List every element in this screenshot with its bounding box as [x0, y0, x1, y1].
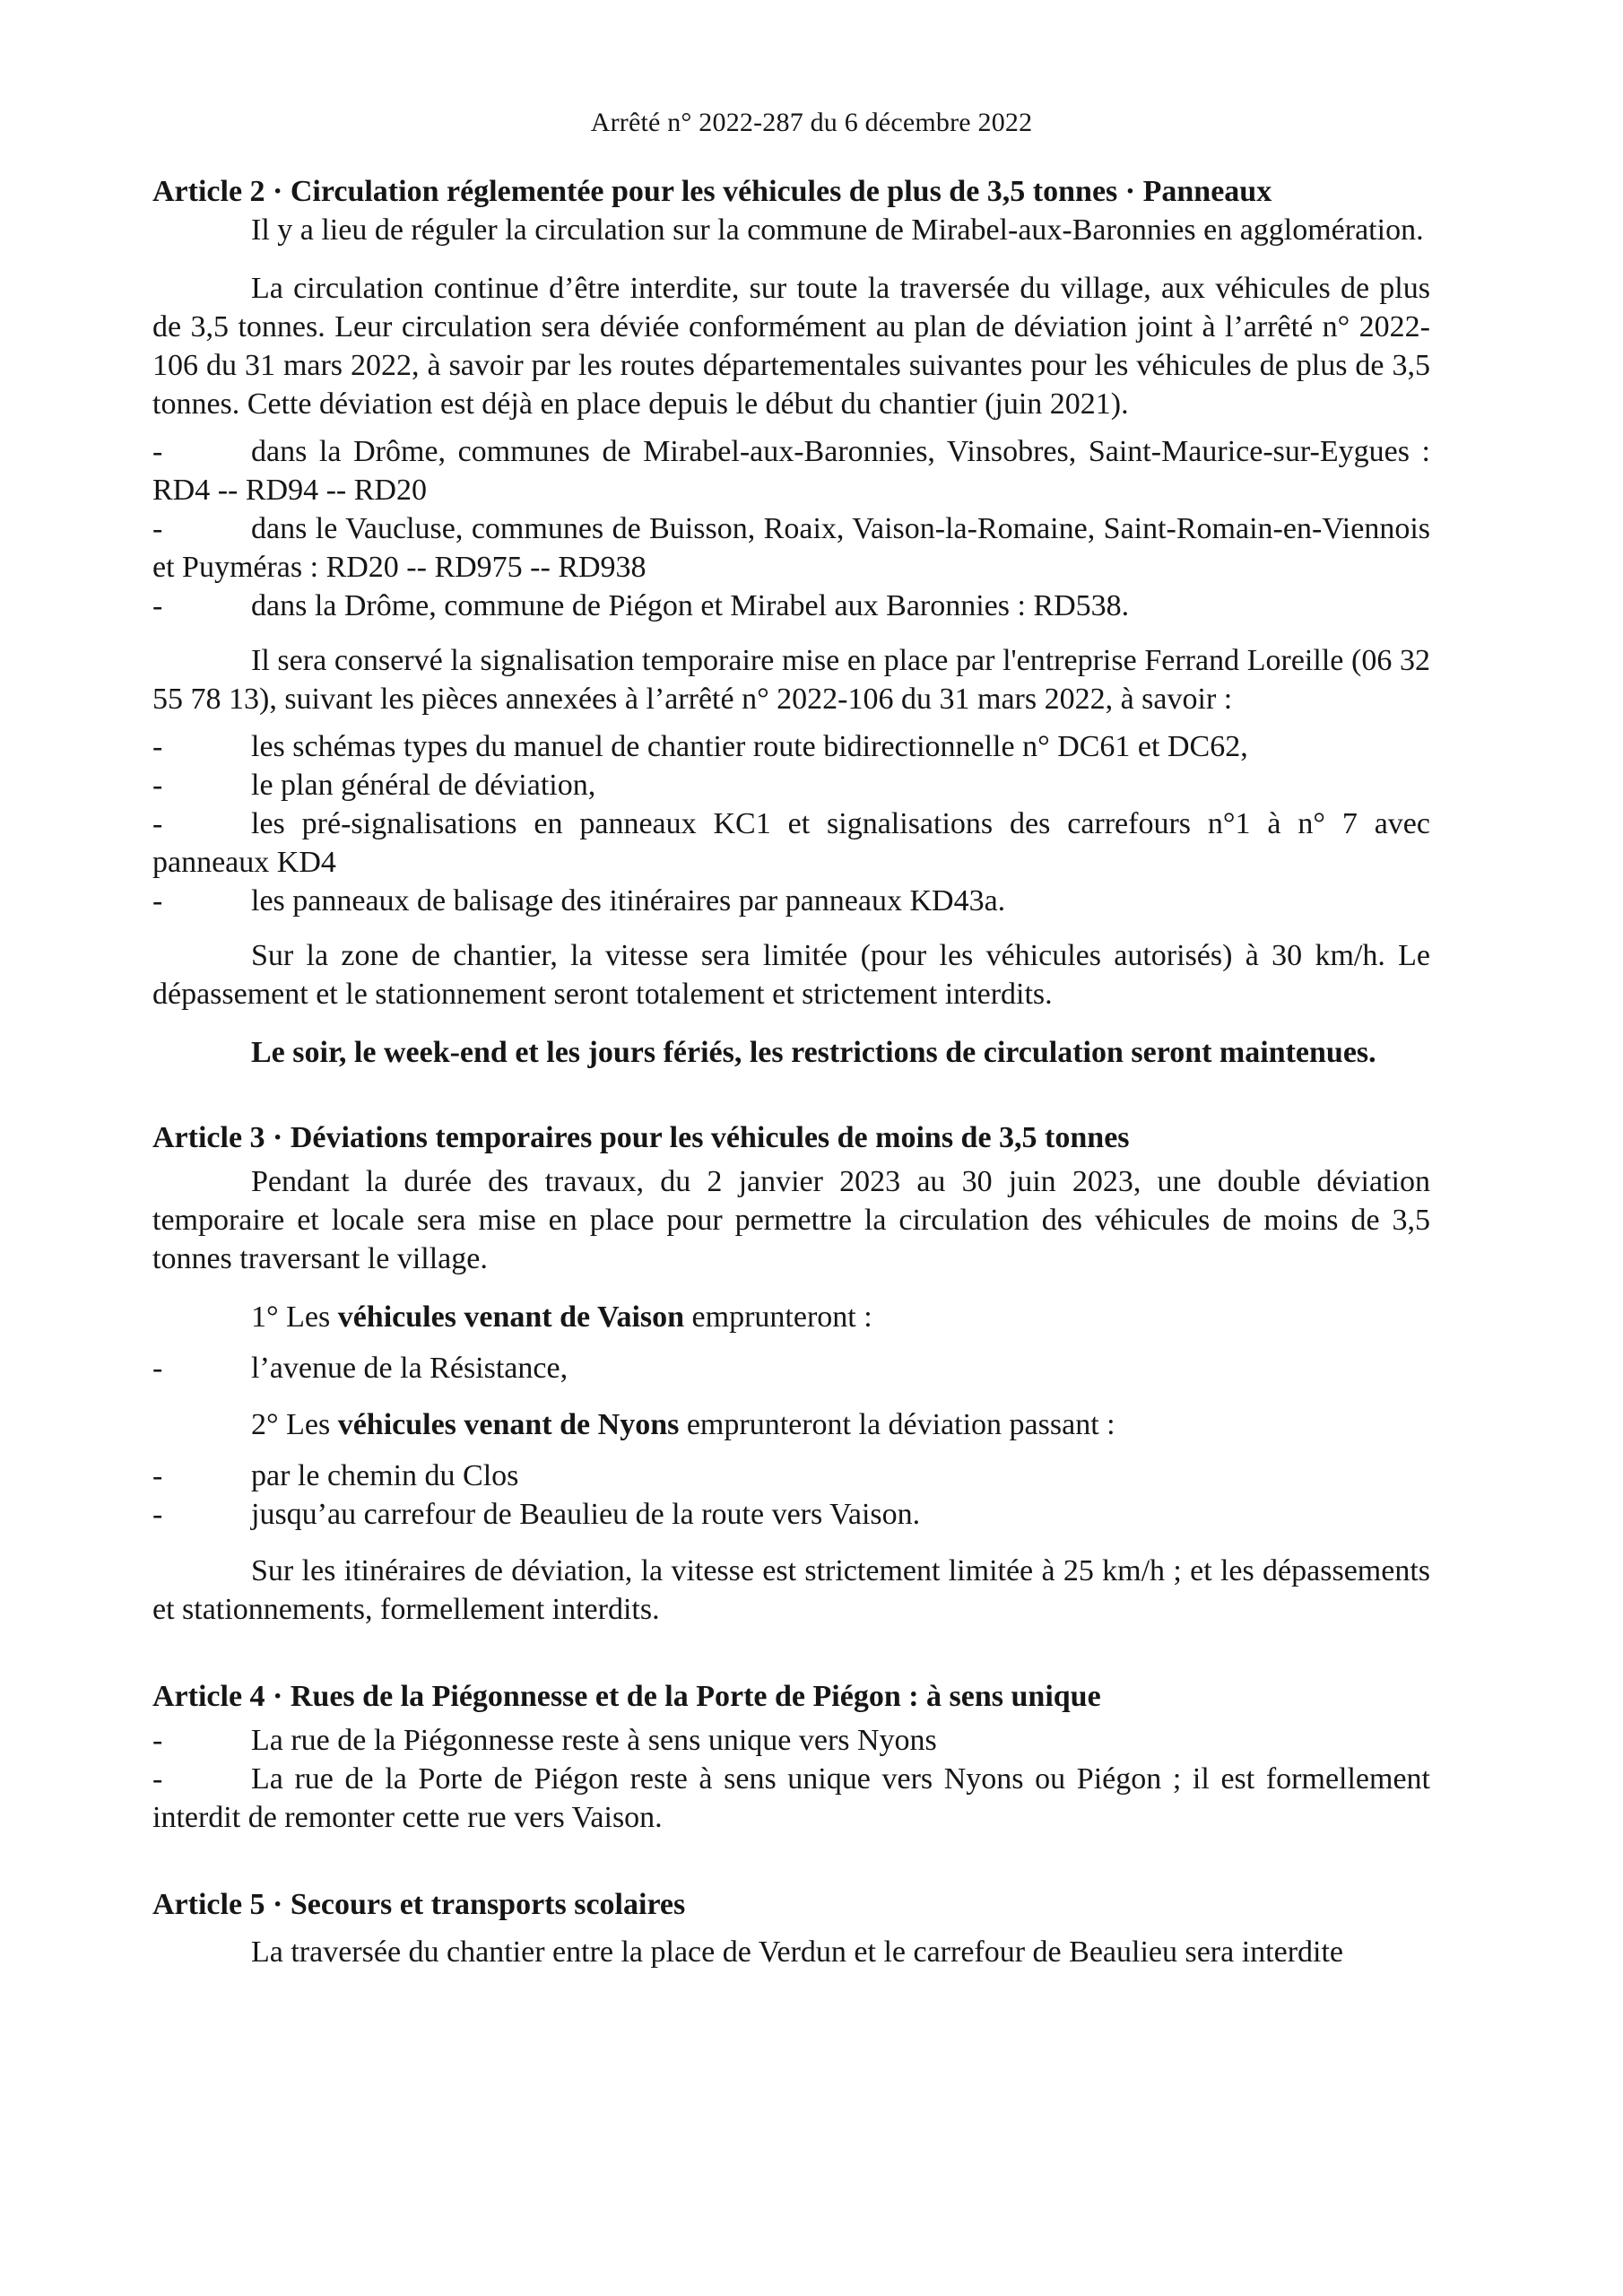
list-item-text: par le chemin du Clos — [251, 1459, 519, 1492]
ordinal-text: 2° Les — [251, 1408, 338, 1441]
article-4-heading: Article 4 · Rues de la Piégonnesse et de la Porte de Piégon : à sens unique — [152, 1680, 1101, 1713]
article-3-paragraph-2 — [152, 1298, 1430, 1336]
nyons-vehicles-label: véhicules venant de Nyons — [337, 1408, 680, 1441]
list-item — [152, 1495, 1430, 1534]
list-dash: - — [152, 512, 163, 545]
list-dash: - — [152, 1459, 163, 1492]
article-2-paragraph-2: La circulation continue d’être interdite, sur toute la traversée du village, aux véhicules de plus de 3,5 tonnes. Leur circulation sera déviée conformément au plan de déviation joint à l’arrêté n° 2022-106 du 31 mars 2022, à savoir par les routes départementales suivantes pour les véhicules de plus de 3,5 tonnes. Cette déviation est déjà en place depuis le début du chantier (juin 2021). — [152, 272, 1430, 421]
article-5-paragraph-1: La traversée du chantier entre la place de Verdun et le carrefour de Beaulieu sera interdite — [251, 1935, 1344, 1969]
list-dash: - — [152, 1352, 163, 1385]
route-list — [152, 432, 1430, 625]
article-5-heading: Article 5 · Secours et transports scolaires — [152, 1888, 686, 1921]
list-item-text: les schémas types du manuel de chantier route bidirectionnelle n° DC61 et DC62, — [251, 730, 1248, 763]
list-item-text: les panneaux de balisage des itinéraires par panneaux KD43a. — [251, 884, 1006, 918]
list-dash: - — [152, 1762, 163, 1796]
paragraph-text: emprunteront : — [684, 1300, 872, 1334]
article-2-paragraph-1: Il y a lieu de réguler la circulation sur la commune de Mirabel-aux-Baronnies en agglomération. — [251, 213, 1424, 247]
list-item — [152, 1457, 1430, 1495]
paragraph-text: emprunteront la déviation passant : — [679, 1408, 1115, 1441]
list-dash: - — [152, 589, 163, 622]
article-4-list — [152, 1721, 1430, 1837]
article-3-paragraph-1: Pendant la durée des travaux, du 2 janvier 2023 au 30 juin 2023, une double déviation temporaire et locale sera mise en place pour permettre la circulation des véhicules de moins de 3,5 tonnes traversant le village. — [152, 1165, 1430, 1275]
article-2-paragraph-5: Le soir, le week-end et les jours fériés, les restrictions de circulation seront maintenues. — [251, 1036, 1376, 1069]
list-item-text: dans la Drôme, communes de Mirabel-aux-Baronnies, Vinsobres, Saint-Maurice-sur-Eygues : RD4 -- RD94 -- RD20 — [152, 435, 1430, 507]
article-2-paragraph-3: Il sera conservé la signalisation temporaire mise en place par l'entreprise Ferrand Loreille (06 32 55 78 13), suivant les pièces annexées à l’arrêté n° 2022-106 du 31 mars 2022, à savoir : — [152, 644, 1430, 716]
list-dash: - — [152, 769, 163, 802]
list-dash: - — [152, 1498, 163, 1531]
article-3-paragraph-4: Sur les itinéraires de déviation, la vitesse est strictement limitée à 25 km/h ; et les dépassements et stationnements, formellement interdits. — [152, 1554, 1430, 1626]
list-item-text: dans la Drôme, commune de Piégon et Mirabel aux Baronnies : RD538. — [251, 589, 1130, 622]
list-item — [152, 766, 1430, 804]
ordinal-text: 1° Les — [251, 1300, 338, 1334]
list-item-text: dans le Vaucluse, communes de Buisson, Roaix, Vaison-la-Romaine, Saint-Romain-en-Viennois et Puyméras : RD20 -- RD975 -- RD938 — [152, 512, 1430, 584]
list-dash: - — [152, 884, 163, 918]
list-dash: - — [152, 730, 163, 763]
page-header: Arrêté n° 2022-287 du 6 décembre 2022 — [590, 108, 1033, 137]
list-item-text: La rue de la Porte de Piégon reste à sens unique vers Nyons ou Piégon ; il est formellement interdit de remonter cette rue vers Vaison. — [152, 1762, 1430, 1834]
article-2-heading: Article 2 · Circulation réglementée pour les véhicules de plus de 3,5 tonnes · Panneaux — [152, 175, 1272, 208]
article-3-paragraph-3 — [152, 1405, 1430, 1444]
list-dash: - — [152, 807, 163, 840]
article-2-paragraph-4: Sur la zone de chantier, la vitesse sera limitée (pour les véhicules autorisés) à 30 km/h. Le dépassement et le stationnement seront totalement et strictement interdits. — [152, 939, 1430, 1011]
list-item — [152, 1721, 1430, 1760]
list-item — [152, 432, 1430, 509]
list-item-text: les pré-signalisations en panneaux KC1 et signalisations des carrefours n°1 à n° 7 avec panneaux KD4 — [152, 807, 1430, 879]
list-item-text: l’avenue de la Résistance, — [251, 1352, 568, 1385]
vaison-vehicles-label: véhicules venant de Vaison — [337, 1300, 685, 1334]
list-item-text: le plan général de déviation, — [251, 769, 596, 802]
article-3-heading: Article 3 · Déviations temporaires pour les véhicules de moins de 3,5 tonnes — [152, 1121, 1130, 1154]
document-body — [152, 170, 1430, 1971]
list-item — [152, 804, 1430, 882]
list-dash: - — [152, 435, 163, 468]
annex-list — [152, 727, 1430, 920]
list-item — [152, 509, 1430, 587]
nyons-list — [152, 1457, 1430, 1534]
vaison-list — [152, 1349, 1430, 1387]
list-item-text: La rue de la Piégonnesse reste à sens unique vers Nyons — [251, 1724, 937, 1757]
list-item — [152, 1760, 1430, 1837]
list-item — [152, 1349, 1430, 1387]
list-item — [152, 882, 1430, 920]
list-dash: - — [152, 1724, 163, 1757]
list-item — [152, 727, 1430, 766]
list-item — [152, 587, 1430, 625]
list-item-text: jusqu’au carrefour de Beaulieu de la route vers Vaison. — [251, 1498, 921, 1531]
